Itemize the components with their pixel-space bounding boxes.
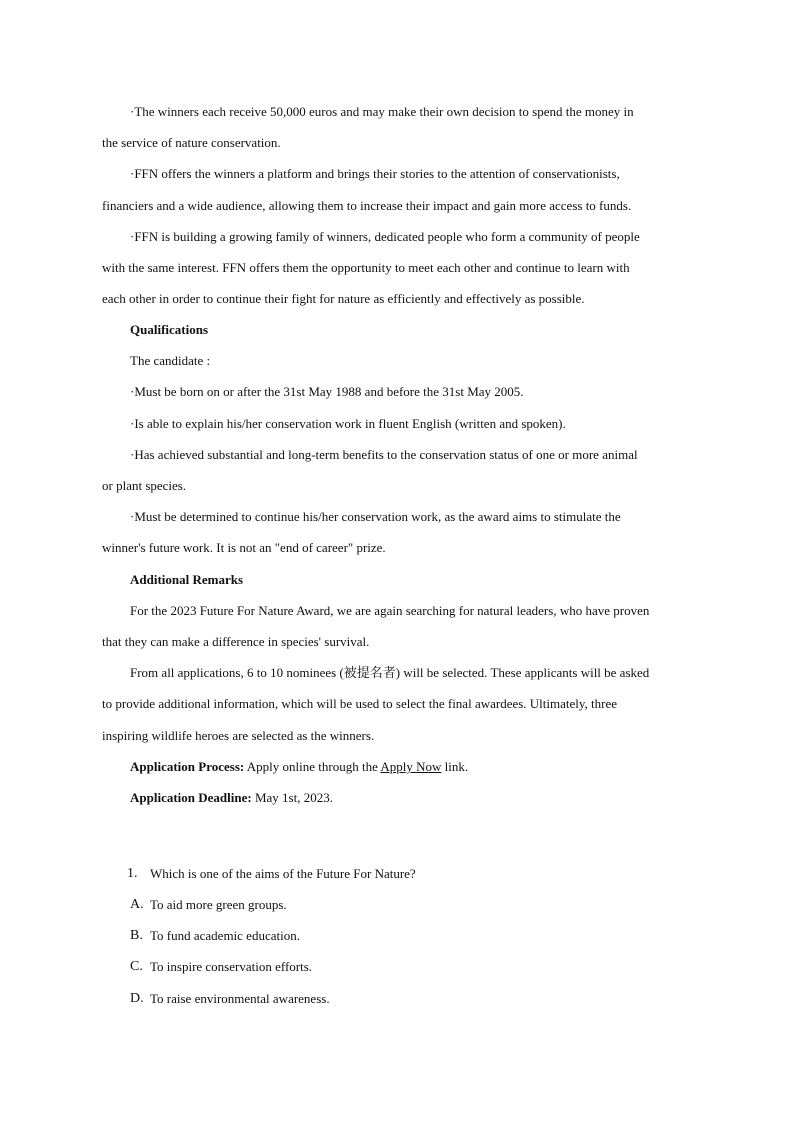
p1-line-1: ·The winners each receive 50,000 euros and may make their own decision to spend the money in xyxy=(130,104,634,119)
remarks-p2-line-3: inspiring wildlife heroes are selected as the winners. xyxy=(102,728,375,743)
question-number: 1. xyxy=(127,866,138,881)
qualification-item-2: ·Is able to explain his/her conservation work in fluent English (written and spoken). xyxy=(130,416,566,431)
option-a-letter: A. xyxy=(130,897,144,912)
application-deadline-label: Application Deadline: xyxy=(130,790,252,805)
remarks-p2-line-2: to provide additional information, which will be used to select the final awardees. Ultimately, three xyxy=(102,696,618,711)
application-process xyxy=(130,759,468,775)
remarks-p1-line-2: that they can make a difference in species' survival. xyxy=(102,634,370,649)
p2-line-2: financiers and a wide audience, allowing them to increase their impact and gain more access to funds. xyxy=(102,198,632,213)
application-deadline xyxy=(130,790,333,806)
application-process-end: link. xyxy=(441,759,469,774)
application-process-text: Apply online through the xyxy=(244,759,381,774)
application-process-label: Application Process: xyxy=(130,759,245,774)
qualifications-heading: Qualifications xyxy=(130,322,209,337)
qualification-item-3-line-1: ·Has achieved substantial and long-term benefits to the conservation status of one or more animal xyxy=(130,447,638,462)
p3-line-1: ·FFN is building a growing family of winners, dedicated people who form a community of people xyxy=(130,229,640,244)
apply-now-link[interactable]: Apply Now xyxy=(380,759,442,774)
qualification-item-4-line-1: ·Must be determined to continue his/her conservation work, as the award aims to stimulate the xyxy=(130,509,621,524)
remarks-p1-line-1: For the 2023 Future For Nature Award, we are again searching for natural leaders, who have proven xyxy=(130,603,650,618)
option-c-letter: C. xyxy=(130,959,143,974)
p3-line-3: each other in order to continue their fight for nature as efficiently and effectively as possible. xyxy=(102,291,585,306)
option-a-text: To aid more green groups. xyxy=(150,897,287,912)
qualification-item-1: ·Must be born on or after the 31st May 1988 and before the 31st May 2005. xyxy=(130,384,524,399)
application-deadline-value: May 1st, 2023. xyxy=(251,790,333,805)
option-d-text: To raise environmental awareness. xyxy=(150,991,330,1006)
p2-line-1: ·FFN offers the winners a platform and brings their stories to the attention of conservationists, xyxy=(130,166,620,181)
option-b-letter: B. xyxy=(130,928,143,943)
p3-line-2: with the same interest. FFN offers them the opportunity to meet each other and continue to learn with xyxy=(102,260,630,275)
option-b-text: To fund academic education. xyxy=(150,928,300,943)
qualification-item-3-line-2: or plant species. xyxy=(102,478,187,493)
qualification-item-4-line-2: winner's future work. It is not an "end of career" prize. xyxy=(102,540,386,555)
question-text: Which is one of the aims of the Future For Nature? xyxy=(150,866,416,881)
option-c-text: To inspire conservation efforts. xyxy=(150,959,313,974)
p1-line-2: the service of nature conservation. xyxy=(102,135,281,150)
remarks-heading: Additional Remarks xyxy=(130,572,244,587)
option-d-letter: D. xyxy=(130,991,144,1006)
qualifications-intro: The candidate : xyxy=(130,353,211,368)
remarks-p2-line-1: From all applications, 6 to 10 nominees (被提名者) will be selected. These applicants will be asked xyxy=(130,665,650,680)
